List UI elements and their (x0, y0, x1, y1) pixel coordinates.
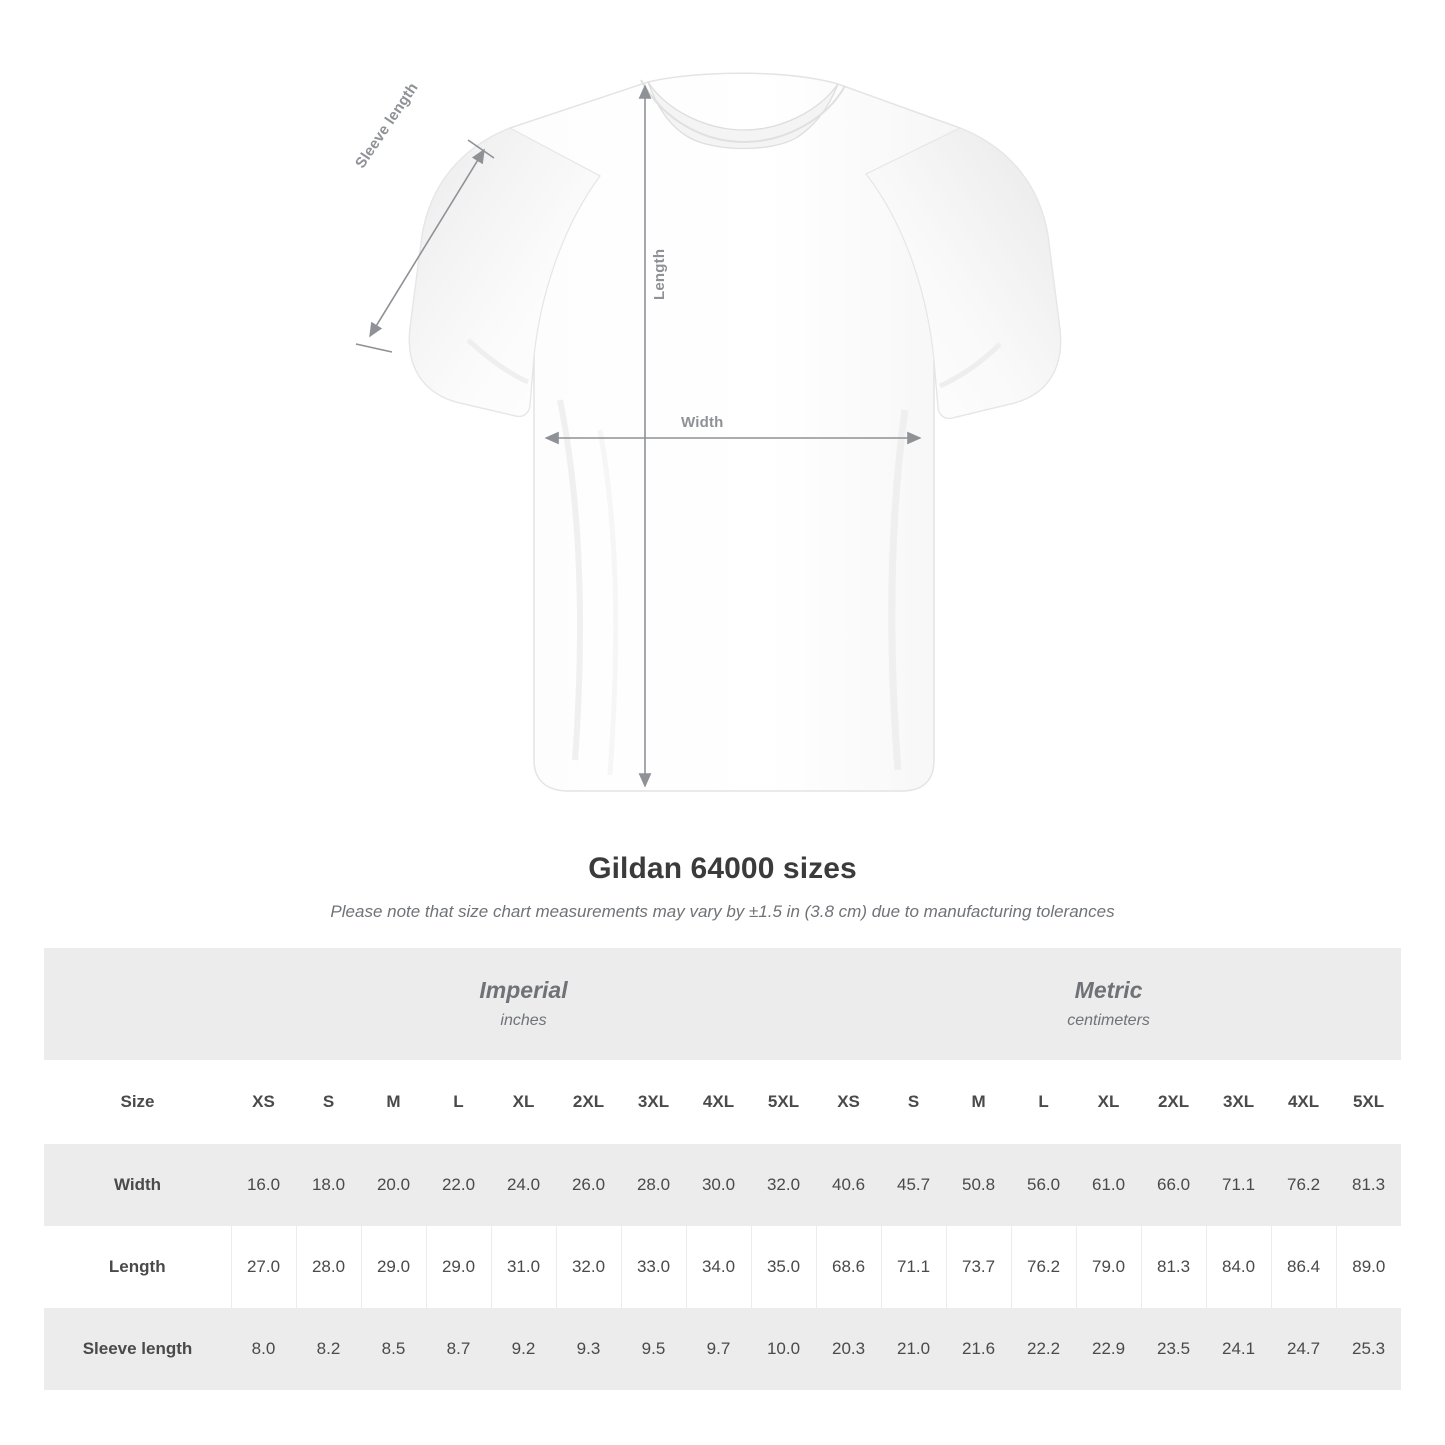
cell-length-metric-2xl: 81.3 (1141, 1226, 1206, 1308)
cell-length-imperial-3xl: 33.0 (621, 1226, 686, 1308)
table-row (44, 1144, 1401, 1226)
cell-length-metric-5xl: 89.0 (1336, 1226, 1401, 1308)
size-header-imperial-2xl: 2XL (556, 1060, 621, 1144)
unit-group-metric-sub: centimeters (1067, 1011, 1150, 1029)
size-header-metric-l: L (1011, 1060, 1076, 1144)
cell-sleeve-imperial-2xl: 9.3 (556, 1308, 621, 1390)
cell-sleeve-imperial-l: 8.7 (426, 1308, 491, 1390)
shirt-body-shape (409, 73, 1060, 791)
cell-length-imperial-m: 29.0 (361, 1226, 426, 1308)
unit-group-imperial-sub: inches (500, 1011, 547, 1029)
cell-length-metric-4xl: 86.4 (1271, 1226, 1336, 1308)
cell-width-imperial-3xl: 28.0 (621, 1144, 686, 1226)
cell-width-metric-5xl: 81.3 (1336, 1144, 1401, 1226)
size-header-metric-xl: XL (1076, 1060, 1141, 1144)
size-header-label: Size (44, 1060, 231, 1144)
cell-sleeve-metric-m: 21.6 (946, 1308, 1011, 1390)
cell-sleeve-metric-5xl: 25.3 (1336, 1308, 1401, 1390)
unit-group-imperial (231, 948, 816, 1060)
cell-sleeve-metric-xs: 20.3 (816, 1308, 881, 1390)
cell-sleeve-imperial-s: 8.2 (296, 1308, 361, 1390)
size-header-imperial-l: L (426, 1060, 491, 1144)
cell-sleeve-metric-2xl: 23.5 (1141, 1308, 1206, 1390)
cell-width-metric-4xl: 76.2 (1271, 1144, 1336, 1226)
size-header-imperial-5xl: 5XL (751, 1060, 816, 1144)
row-label-width: Width (44, 1144, 231, 1226)
size-header-metric-5xl: 5XL (1336, 1060, 1401, 1144)
cell-length-metric-s: 71.1 (881, 1226, 946, 1308)
cell-sleeve-metric-s: 21.0 (881, 1308, 946, 1390)
cell-length-imperial-xs: 27.0 (231, 1226, 296, 1308)
table-row (44, 1308, 1401, 1390)
size-header-imperial-3xl: 3XL (621, 1060, 686, 1144)
cell-width-imperial-xs: 16.0 (231, 1144, 296, 1226)
cell-sleeve-imperial-xl: 9.2 (491, 1308, 556, 1390)
cell-length-imperial-5xl: 35.0 (751, 1226, 816, 1308)
cell-sleeve-metric-xl: 22.9 (1076, 1308, 1141, 1390)
page-title: Gildan 64000 sizes (588, 852, 857, 885)
cell-sleeve-imperial-xs: 8.0 (231, 1308, 296, 1390)
size-header-metric-4xl: 4XL (1271, 1060, 1336, 1144)
cell-width-imperial-l: 22.0 (426, 1144, 491, 1226)
size-header-metric-s: S (881, 1060, 946, 1144)
cell-width-imperial-m: 20.0 (361, 1144, 426, 1226)
chart-heading (0, 852, 1445, 922)
size-header-imperial-xl: XL (491, 1060, 556, 1144)
cell-width-metric-s: 45.7 (881, 1144, 946, 1226)
cell-width-imperial-s: 18.0 (296, 1144, 361, 1226)
cell-length-imperial-l: 29.0 (426, 1226, 491, 1308)
unit-group-metric-title: Metric (1074, 977, 1143, 1004)
cell-width-metric-xs: 40.6 (816, 1144, 881, 1226)
cell-sleeve-metric-3xl: 24.1 (1206, 1308, 1271, 1390)
cell-length-metric-l: 76.2 (1011, 1226, 1076, 1308)
unit-header-spacer (44, 948, 231, 1060)
cell-sleeve-metric-4xl: 24.7 (1271, 1308, 1336, 1390)
size-chart-table-wrap (44, 948, 1401, 1390)
size-chart-table (44, 948, 1401, 1390)
cell-width-imperial-xl: 24.0 (491, 1144, 556, 1226)
length-label: Length (651, 248, 668, 300)
size-header-metric-3xl: 3XL (1206, 1060, 1271, 1144)
unit-header-row (44, 948, 1401, 1060)
cell-sleeve-imperial-4xl: 9.7 (686, 1308, 751, 1390)
cell-sleeve-metric-l: 22.2 (1011, 1308, 1076, 1390)
size-header-metric-2xl: 2XL (1141, 1060, 1206, 1144)
cell-sleeve-imperial-3xl: 9.5 (621, 1308, 686, 1390)
size-header-metric-m: M (946, 1060, 1011, 1144)
cell-width-metric-3xl: 71.1 (1206, 1144, 1271, 1226)
size-header-imperial-m: M (361, 1060, 426, 1144)
cell-width-metric-l: 56.0 (1011, 1144, 1076, 1226)
cell-length-imperial-s: 28.0 (296, 1226, 361, 1308)
size-header-imperial-4xl: 4XL (686, 1060, 751, 1144)
size-header-row (44, 1060, 1401, 1144)
sleeve-length-label: Sleeve length (352, 79, 422, 172)
cell-width-metric-m: 50.8 (946, 1144, 1011, 1226)
cell-length-imperial-2xl: 32.0 (556, 1226, 621, 1308)
width-label: Width (681, 414, 724, 431)
size-header-imperial-s: S (296, 1060, 361, 1144)
cell-length-metric-xs: 68.6 (816, 1226, 881, 1308)
cell-width-metric-xl: 61.0 (1076, 1144, 1141, 1226)
cell-sleeve-imperial-m: 8.5 (361, 1308, 426, 1390)
size-header-metric-xs: XS (816, 1060, 881, 1144)
cell-length-metric-3xl: 84.0 (1206, 1226, 1271, 1308)
cell-length-metric-m: 73.7 (946, 1226, 1011, 1308)
unit-group-metric (816, 948, 1401, 1060)
cell-length-metric-xl: 79.0 (1076, 1226, 1141, 1308)
row-label-sleeve-length: Sleeve length (44, 1308, 231, 1390)
cell-sleeve-imperial-5xl: 10.0 (751, 1308, 816, 1390)
table-row (44, 1226, 1401, 1308)
cell-length-imperial-xl: 31.0 (491, 1226, 556, 1308)
cell-length-imperial-4xl: 34.0 (686, 1226, 751, 1308)
unit-group-imperial-title: Imperial (479, 977, 568, 1004)
cell-width-imperial-4xl: 30.0 (686, 1144, 751, 1226)
cell-width-imperial-2xl: 26.0 (556, 1144, 621, 1226)
cell-width-imperial-5xl: 32.0 (751, 1144, 816, 1226)
cell-width-metric-2xl: 66.0 (1141, 1144, 1206, 1226)
tolerance-note: Please note that size chart measurements may vary by ±1.5 in (3.8 cm) due to manufacturing tolerances (330, 902, 1115, 921)
size-header-imperial-xs: XS (231, 1060, 296, 1144)
row-label-length: Length (44, 1226, 231, 1308)
